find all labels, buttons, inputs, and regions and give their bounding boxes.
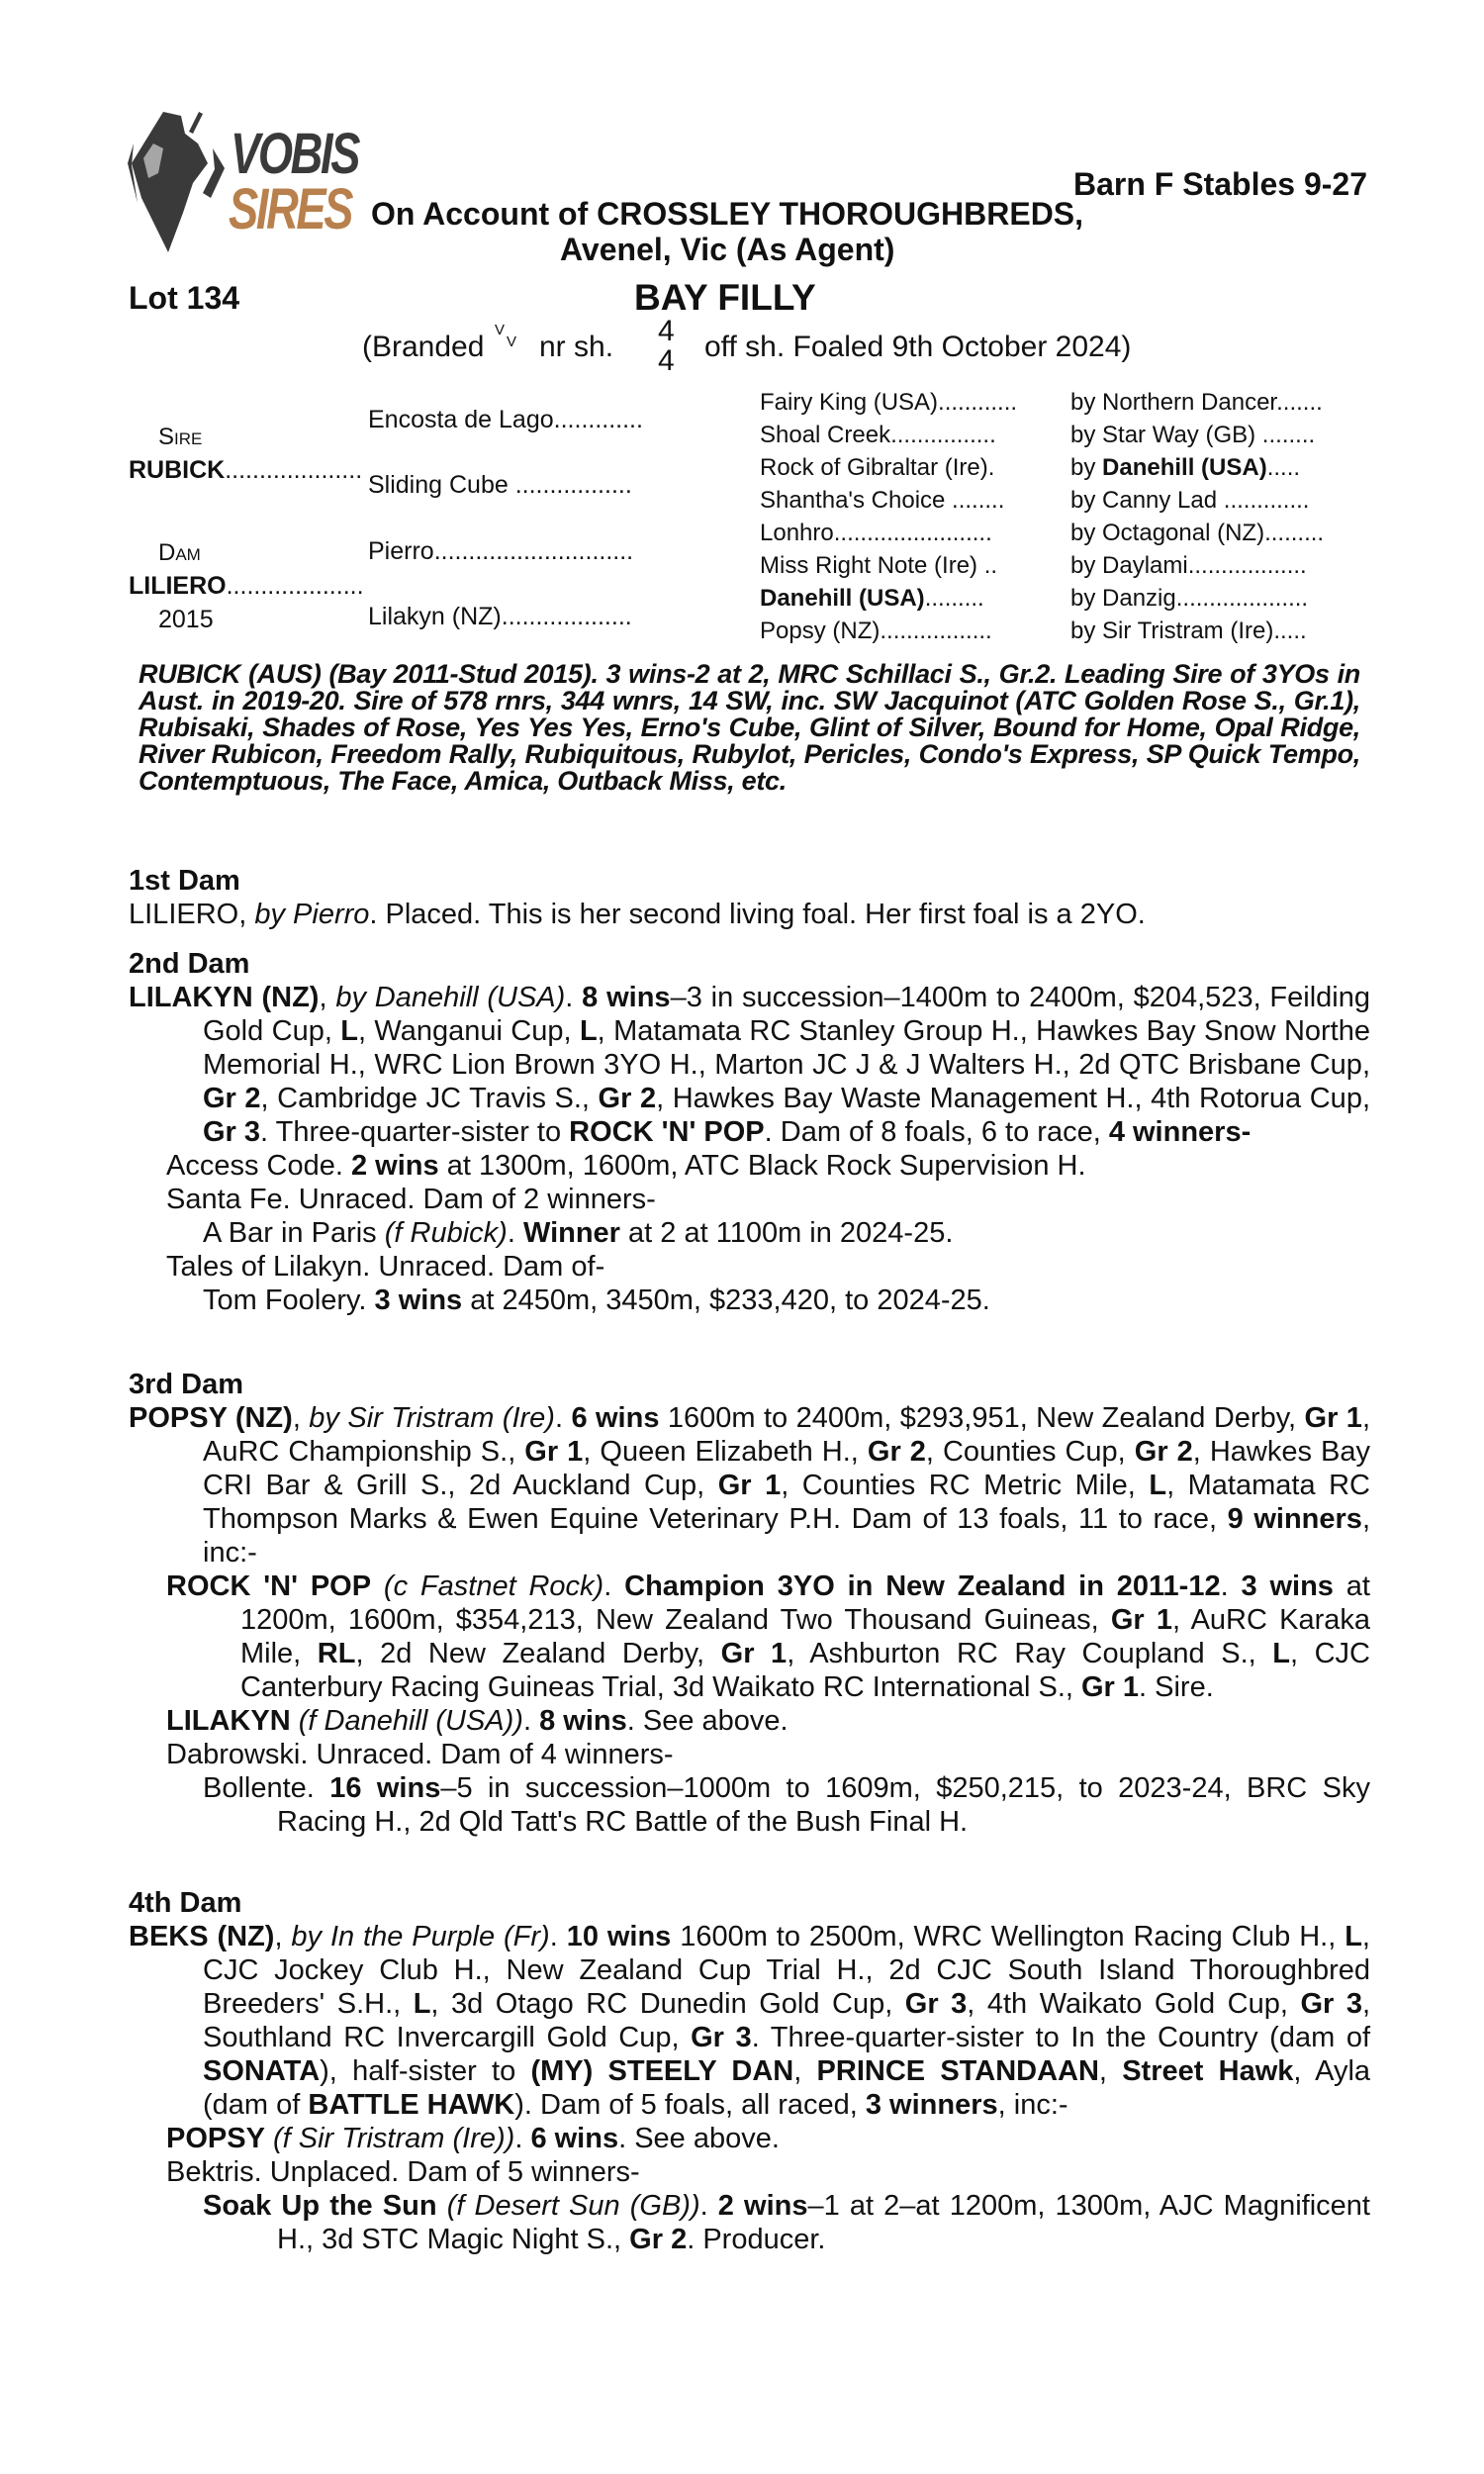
ancestor-name: Lonhro [760, 520, 834, 546]
first-dam-text [129, 898, 1370, 931]
text-run: Bektris. Unplaced. Dam of 5 winners- [166, 2156, 640, 2188]
grandparent-name: Pierro [368, 537, 434, 565]
bold-text: (MY) STEELY DAN [530, 2055, 794, 2087]
ancestor-sire: by Star Way (GB) [1070, 422, 1256, 448]
grandparent-name: Encosta de Lago [368, 406, 554, 433]
text-run: , CJC Canterbury Racing Guineas Trial, 3d Waikato RC International S., [240, 1638, 1370, 1703]
sire-row [129, 458, 362, 483]
text-run: . [1220, 1570, 1242, 1602]
bold-text: 3 wins [1241, 1570, 1334, 1602]
bold-text: ROCK 'N' POP [166, 1570, 372, 1602]
bold-text: BEKS (NZ) [129, 1921, 275, 1952]
dots: ........ [1255, 422, 1316, 448]
bold-text: Soak Up the Sun [203, 2190, 437, 2222]
bold-text: Gr 1 [1304, 1402, 1362, 1434]
text-run: , 2d New Zealand Derby, [355, 1638, 721, 1669]
dots: ............ [938, 389, 1018, 416]
dots: ........ [945, 487, 1005, 514]
dots: .. [977, 552, 998, 579]
bold-text: Gr 1 [1110, 1604, 1172, 1636]
text-run: at 2450m, 3450m, $233,420, to 2024-25. [462, 1285, 990, 1316]
text-run: Tales of Lilakyn. Unraced. Dam of- [166, 1251, 605, 1283]
brand-mark-bottom: V [507, 333, 517, 350]
progeny-entry [129, 1149, 1370, 1183]
bold-text: RL [317, 1638, 356, 1669]
bold-text: 8 wins [539, 1705, 627, 1737]
bold-text: 2 wins [350, 1150, 439, 1182]
lot-title: BAY FILLY [634, 277, 816, 318]
ancestor-sire-row [1070, 619, 1307, 643]
dots: ................... [501, 603, 632, 630]
logo-text-vobis: VOBIS [231, 122, 359, 186]
ancestor-sire: by [1070, 454, 1103, 481]
dots: ........................ [833, 520, 992, 546]
sire-name: RUBICK [129, 456, 226, 484]
text-run: ), half-sister to [320, 2055, 531, 2087]
text-run: , Wanganui Cup, [357, 1015, 580, 1047]
text-run: , Counties Cup, [925, 1436, 1135, 1468]
branded-near-shoulder: nr sh. [539, 331, 614, 363]
ancestor-sire-row [1070, 456, 1300, 480]
ancestor-name: Danehill (USA) [760, 585, 925, 612]
text-run: , [1098, 2055, 1123, 2087]
progeny-entry [129, 1183, 1370, 1216]
third-dam-section [129, 1368, 1370, 1839]
bold-text: Winner [522, 1217, 620, 1249]
text-run: . See above. [618, 2123, 780, 2154]
text-run [265, 2123, 273, 2154]
progeny-entry [129, 2189, 1370, 2256]
text-run: , [319, 982, 336, 1013]
grandparent-name: Lilakyn (NZ) [368, 603, 502, 630]
text-run: . [514, 2123, 531, 2154]
dots: ......... [1264, 520, 1325, 546]
bold-text: SONATA [203, 2055, 321, 2087]
dam-row [129, 574, 364, 599]
text-run: Dabrowski. Unraced. Dam of 4 winners- [166, 1739, 674, 1770]
dam-name: LILIERO, [129, 899, 247, 930]
text-run: . [507, 1217, 523, 1249]
text-run: at 1300m, 1600m, ATC Black Rock Supervision H. [438, 1150, 1086, 1182]
progeny-entry [129, 1771, 1370, 1839]
great-grandparent-row [760, 456, 994, 480]
bold-text: 8 wins [582, 982, 671, 1013]
lot-number: Lot 134 [129, 280, 240, 316]
ancestor-name: Fairy King (USA) [760, 389, 939, 416]
bold-text: 10 wins [566, 1921, 672, 1952]
text-run: , Ayla (dam of [203, 2055, 1371, 2121]
dots: ............. [553, 406, 643, 433]
text-run: . [565, 982, 583, 1013]
text-run: , 4th Waikato Gold Cup, [967, 1988, 1301, 2020]
text-run: at 1200m, 1600m, $354,213, New Zealand Two Thousand Guineas, [240, 1570, 1370, 1636]
fourth-dam-section [129, 1886, 1370, 2256]
ancestor-name: Rock of Gibraltar (Ire) [760, 454, 988, 481]
text-run: , inc:- [203, 1503, 1370, 1569]
italic-text: by Danehill (USA) [335, 982, 566, 1013]
dots: ................ [890, 422, 996, 448]
text-run: , Cambridge JC Travis S., [260, 1083, 599, 1114]
text-run [437, 2190, 447, 2222]
dam-year: 2015 [158, 606, 214, 633]
dots: ..... [1273, 618, 1307, 644]
text-run: , Hawkes Bay Waste Management H., 4th Rotorua Cup, [656, 1083, 1371, 1114]
ancestor-sire-row [1070, 489, 1309, 513]
branded-prefix: (Branded [362, 331, 485, 363]
grandparent-row [368, 408, 643, 432]
bold-text: Gr 3 [691, 2022, 752, 2053]
ancestor-name: Miss Right Note (Ire) [760, 552, 978, 579]
dots: . [987, 454, 995, 481]
bold-text: BATTLE HAWK [308, 2089, 515, 2121]
italic-text: (f Sir Tristram (Ire)) [273, 2123, 515, 2154]
bold-text: POPSY (NZ) [129, 1402, 293, 1434]
italic-text: by Sir Tristram (Ire) [309, 1402, 555, 1434]
section-heading: 1st Dam [129, 865, 240, 897]
progeny-list [129, 2122, 1370, 2256]
grandparent-row [368, 539, 633, 564]
great-grandparent-row [760, 554, 997, 578]
text-run [291, 1705, 299, 1737]
italic-text: (c Fastnet Rock) [383, 1570, 604, 1602]
progeny-list [129, 1149, 1370, 1317]
bold-text: L [579, 1015, 598, 1047]
text-run: . [603, 1570, 625, 1602]
ancestor-sire: by Sir Tristram (Ire) [1070, 618, 1274, 644]
italic-text: (f Desert Sun (GB)) [446, 2190, 700, 2222]
great-grandparent-row [760, 522, 992, 545]
sire-dots: .................... [225, 456, 363, 484]
bold-text: 9 winners [1227, 1503, 1362, 1535]
progeny-entry [129, 2122, 1370, 2155]
text-run: , Southland RC Invercargill Gold Cup, [203, 1988, 1371, 2053]
progeny-entry [129, 1284, 1370, 1317]
text-run: , Hawkes Bay CRI Bar & Grill S., 2d Auckland Cup, [203, 1436, 1370, 1501]
bold-text: L [1272, 1638, 1290, 1669]
text-run: , inc:- [997, 2089, 1068, 2121]
brand-number-bottom: 4 [658, 344, 675, 377]
text-run: –3 in succession–1400m to 2400m, $204,523, Feilding Gold Cup, [203, 982, 1370, 1047]
text-run: ). Dam of 5 foals, all raced, [514, 2089, 866, 2121]
bold-text: 6 wins [571, 1402, 660, 1434]
bold-text: Gr 1 [720, 1638, 788, 1669]
great-grandparent-row [760, 489, 1004, 513]
bold-text: 16 wins [329, 1772, 441, 1804]
text-run: , Matamata RC Thompson Marks & Ewen Equine Veterinary P.H. Dam of 13 foals, 11 to race, [203, 1470, 1370, 1535]
section-heading: 4th Dam [129, 1887, 242, 1919]
ancestor-sire-row [1070, 522, 1324, 545]
text-run: , Matamata RC Stanley Group H., Hawkes Bay Snow Northe Memorial H., WRC Lion Brown 3YO H., Marton JC J & J Walters H., 2d QTC Brisbane Cup, [203, 1015, 1370, 1081]
dam-dots: .................... [226, 572, 364, 600]
dots: ................. [880, 618, 992, 644]
vendor-location: Avenel, Vic (As Agent) [560, 232, 895, 267]
dots: ......... [924, 585, 984, 612]
bold-text: Gr 2 [1134, 1436, 1193, 1468]
bold-text: 4 winners- [1108, 1116, 1252, 1148]
text-run: , CJC Jockey Club H., New Zealand Cup Trial H., 2d CJC South Island Thoroughbred Breeders' S.H., [203, 1921, 1370, 2020]
text-run: , [274, 1921, 292, 1952]
bold-text: 6 wins [530, 2123, 619, 2154]
progeny-entry [129, 1704, 1370, 1738]
bold-text: Gr 3 [904, 1988, 968, 2020]
progeny-entry [129, 2155, 1370, 2189]
bold-text: Gr 2 [629, 2224, 688, 2255]
dots: ............. [1217, 487, 1310, 514]
second-dam-section [129, 947, 1370, 1317]
text-run: . [699, 2190, 718, 2222]
text-run: 1600m to 2500m, WRC Wellington Racing Club H., [671, 1921, 1345, 1952]
bold-text: LILAKYN (NZ) [129, 982, 320, 1013]
great-grandparent-row [760, 587, 984, 611]
bold-text: Gr 1 [717, 1470, 782, 1501]
italic-text: (f Danehill (USA)) [298, 1705, 523, 1737]
ancestor-sire: by Danzig [1070, 585, 1176, 612]
dam-sire: by Pierro [254, 899, 370, 930]
great-grandparent-row [760, 424, 996, 447]
dam-main-record [129, 1920, 1370, 2122]
progeny-entry [129, 1738, 1370, 1771]
dots: ................. [508, 471, 632, 499]
text-run: –5 in succession–1000m to 1609m, $250,215, to 2023-24, BRC Sky Racing H., 2d Qld Tatt's RC Battle of the Bush Final H. [277, 1772, 1370, 1838]
bold-text: Gr 2 [203, 1083, 261, 1114]
bold-text: L [413, 1988, 431, 2020]
text-run: . [549, 1921, 567, 1952]
bold-text: Champion 3YO in New Zealand in 2011-12 [624, 1570, 1221, 1602]
sire-summary: RUBICK (AUS) (Bay 2011-Stud 2015). 3 wins-2 at 2, MRC Schillaci S., Gr.2. Leading Sire of 3YOs in Aust. in 2019-20. Sire of 578 rnrs, 344 wnrs, 14 SW, inc. SW Jacquinot (ATC Golden Rose S., Gr.1), Rubisaki, Shades of Rose, Yes Yes Yes, Erno's Cube, Glint of Silver, Bound for Home, Opal Ridge, River Rubicon, Freedom Rally, Rubiquitous, Rubylot, Pericles, Condo's Express, SP Quick Tempo, Contemptuous, The Face, Amica, Outback Miss, etc. [139, 659, 1360, 796]
text-run: . Producer. [687, 2224, 826, 2255]
dots: .................... [1175, 585, 1309, 612]
text-run: . See above. [626, 1705, 788, 1737]
dam-name: LILIERO [129, 572, 227, 600]
ancestor-name: Shoal Creek [760, 422, 891, 448]
text-run: . Three-quarter-sister to [260, 1116, 570, 1148]
brand-number-top: 4 [658, 315, 675, 347]
dam-label: Dam [158, 539, 201, 566]
dots: ............................. [433, 537, 634, 565]
great-grandparent-row [760, 619, 992, 643]
dam-main-record [129, 981, 1370, 1149]
text-run: , Queen Elizabeth H., [583, 1436, 868, 1468]
text-run [371, 1570, 384, 1602]
sire-label: Sire [158, 424, 203, 450]
ancestor-sire-bold: Danehill (USA) [1102, 454, 1267, 481]
ancestor-sire-row [1070, 587, 1308, 611]
bold-text: L [1345, 1921, 1362, 1952]
text-run: . Dam of 8 foals, 6 to race, [764, 1116, 1109, 1148]
bold-text: Gr 1 [1081, 1671, 1140, 1703]
text-run: A Bar in Paris [203, 1217, 385, 1249]
progeny-entry [129, 1250, 1370, 1284]
progeny-entry [129, 1216, 1370, 1250]
grandparent-row [368, 605, 632, 629]
text-run: at 2 at 1100m in 2024-25. [619, 1217, 954, 1249]
brand-mark-top: V [495, 322, 506, 338]
dam-main-record [129, 1401, 1370, 1570]
text-run: Bollente. [203, 1772, 330, 1804]
bold-text: POPSY [166, 2123, 265, 2154]
vobis-sires-logo [124, 104, 359, 257]
bold-text: Gr 2 [598, 1083, 657, 1114]
section-heading: 2nd Dam [129, 948, 250, 980]
dots: ..... [1266, 454, 1301, 481]
text-run: , Ashburton RC Ray Coupland S., [787, 1638, 1273, 1669]
great-grandparent-row [760, 391, 1017, 415]
branded-foaled: off sh. Foaled 9th October 2024) [704, 331, 1132, 363]
text-run: , 3d Otago RC Dunedin Gold Cup, [430, 1988, 905, 2020]
text-run: Access Code. [166, 1150, 351, 1182]
text-run: . Three-quarter-sister to In the Country (dam of [751, 2022, 1370, 2053]
ancestor-sire-row [1070, 391, 1323, 415]
ancestor-name: Shantha's Choice [760, 487, 946, 514]
text-run: , Counties RC Metric Mile, [781, 1470, 1150, 1501]
bold-text: LILAKYN [166, 1705, 291, 1737]
bold-text: 3 wins [374, 1285, 463, 1316]
text-run: , [292, 1402, 310, 1434]
bold-text: PRINCE STANDAAN [816, 2055, 1099, 2087]
bold-text: L [340, 1015, 358, 1047]
dots: ....... [1276, 389, 1323, 416]
horse-rider-logo-icon [124, 104, 232, 257]
logo-text-sires: SIRES [229, 177, 352, 241]
text-run: . [554, 1402, 572, 1434]
bold-text: Gr 2 [867, 1436, 926, 1468]
ancestor-sire-row [1070, 424, 1315, 447]
text-run: , AuRC Karaka Mile, [240, 1604, 1370, 1669]
bold-text: Gr 3 [1300, 1988, 1362, 2020]
bold-text: Street Hawk [1122, 2055, 1294, 2087]
text-run: 1600m to 2400m, $293,951, New Zealand Derby, [659, 1402, 1305, 1434]
ancestor-sire: by Octagonal (NZ) [1070, 520, 1265, 546]
ancestor-sire-row [1070, 554, 1307, 578]
bold-text: 3 winners [865, 2089, 998, 2121]
text-run: Santa Fe. Unraced. Dam of 2 winners- [166, 1184, 656, 1215]
ancestor-sire: by Daylami [1070, 552, 1188, 579]
vendor-account: On Account of CROSSLEY THOROUGHBREDS, [371, 196, 1084, 232]
ancestor-sire: by Canny Lad [1070, 487, 1218, 514]
text-run: . Sire. [1139, 1671, 1214, 1703]
bold-text: Gr 3 [203, 1116, 261, 1148]
dam-record: . Placed. This is her second living foal. Her first foal is a 2YO. [369, 899, 1146, 930]
bold-text: Gr 1 [524, 1436, 584, 1468]
grandparent-row [368, 473, 632, 498]
italic-text: (f Rubick) [384, 1217, 508, 1249]
text-run: –1 at 2–at 1200m, 1300m, AJC Magnificent H., 3d STC Magic Night S., [277, 2190, 1370, 2255]
text-run: , AuRC Championship S., [203, 1402, 1370, 1468]
dots: .................. [1187, 552, 1307, 579]
ancestor-name: Popsy (NZ) [760, 618, 881, 644]
bold-text: 2 wins [717, 2190, 808, 2222]
text-run: Tom Foolery. [203, 1285, 375, 1316]
ancestor-sire: by Northern Dancer [1070, 389, 1277, 416]
bold-text: ROCK 'N' POP [569, 1116, 765, 1148]
section-heading: 3rd Dam [129, 1369, 244, 1400]
text-run: , [793, 2055, 817, 2087]
first-dam-section [129, 864, 1370, 931]
bold-text: L [1149, 1470, 1167, 1501]
text-run: . [522, 1705, 540, 1737]
italic-text: by In the Purple (Fr) [291, 1921, 550, 1952]
grandparent-name: Sliding Cube [368, 471, 509, 499]
barn-location: Barn F Stables 9-27 [1073, 166, 1367, 202]
progeny-entry [129, 1570, 1370, 1704]
progeny-list [129, 1570, 1370, 1839]
